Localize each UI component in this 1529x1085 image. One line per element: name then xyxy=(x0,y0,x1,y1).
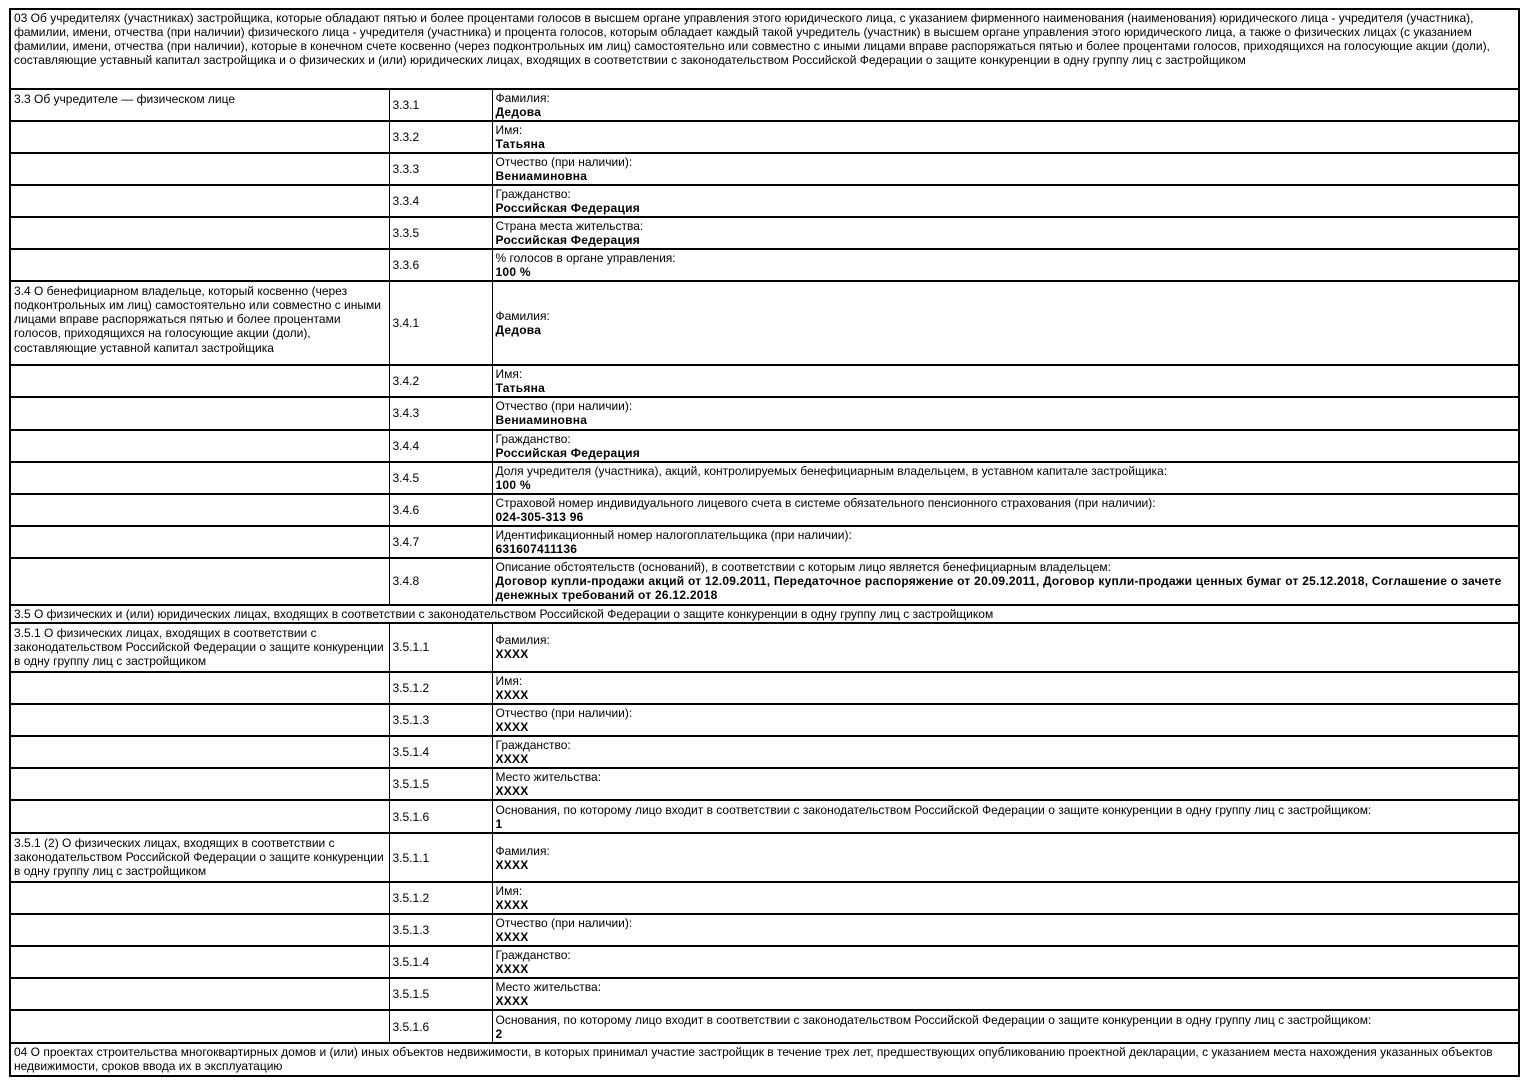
row-number-cell: 3.5.1.4 xyxy=(389,736,492,768)
field-label: Страховой номер индивидуального лицевого счета в системе обязательного пенсионного страхования (при наличии): xyxy=(495,495,1156,510)
table-row xyxy=(10,9,1519,89)
table-row xyxy=(10,768,1519,800)
section-title-cell xyxy=(10,494,389,526)
table-row xyxy=(10,704,1519,736)
row-number-cell: 3.3.3 xyxy=(389,153,492,185)
section-title-cell: 3.4 О бенефициарном владельце, который косвенно (через подконтрольных им лиц) самостоятельно или совместно с иными лицами вправе распоряжаться пятью и более процентами голосов, приходящихся на голосующие акции (доли), составляющие уставной капитал застройщика xyxy=(10,281,389,365)
section-title-cell: 3.5.1 О физических лицах, входящих в соответствии с законодательством Российской Федерации о защите конкуренции в одну группу лиц с застройщиком xyxy=(10,623,389,672)
declaration-table xyxy=(9,8,1520,1077)
field-label: Гражданство: xyxy=(495,431,571,446)
field-cell xyxy=(492,153,1519,185)
field-cell xyxy=(492,623,1519,672)
row-number-cell: 3.3.6 xyxy=(389,249,492,281)
field-value: Вениаминовна xyxy=(495,169,588,184)
row-number-cell: 3.4.5 xyxy=(389,462,492,494)
row-number-cell: 3.4.3 xyxy=(389,397,492,429)
row-number-cell: 3.4.1 xyxy=(389,281,492,365)
table-row xyxy=(10,978,1519,1010)
field-value: Договор купли-продажи акций от 12.09.2011, Передаточное распоряжение от 20.09.2011, Договор купли-продажи ценных бумаг от 25.12.2018, Соглашение о зачете денежных требований от 26.12.2018 xyxy=(495,574,1502,603)
field-value: XXXX xyxy=(495,857,529,872)
table-row xyxy=(10,121,1519,153)
section-title-cell xyxy=(10,397,389,429)
table-row xyxy=(10,217,1519,249)
row-number-cell: 3.4.4 xyxy=(389,430,492,462)
section-title-cell xyxy=(10,946,389,978)
section-title-cell xyxy=(10,462,389,494)
field-value: XXXX xyxy=(495,930,529,945)
section-04-header: 04 О проектах строительства многоквартирных домов и (или) иных объектов недвижимости, в которых принимал участие застройщик в течение трех лет, предшествующих опубликованию проектной декларации, с указанием места нахождения указанных объектов недвижимости, сроков ввода их в эксплуатацию xyxy=(10,1043,1519,1076)
field-cell xyxy=(492,768,1519,800)
section-title-cell xyxy=(10,153,389,185)
section-title-cell xyxy=(10,121,389,153)
table-row xyxy=(10,526,1519,558)
field-value: XXXX xyxy=(495,784,529,798)
field-cell xyxy=(492,397,1519,429)
field-label: Идентификационный номер налогоплательщика (при наличии): xyxy=(495,527,852,542)
field-value: Вениаминовна xyxy=(495,413,588,428)
table-row xyxy=(10,946,1519,978)
field-cell xyxy=(492,914,1519,946)
field-label: Место жительства: xyxy=(495,980,602,995)
field-label: Место жительства: xyxy=(495,769,602,784)
field-value: Российская Федерация xyxy=(495,201,640,216)
section-title-cell xyxy=(10,768,389,800)
field-label: Основания, по которому лицо входит в соответствии с законодательством Российской Федерации о защите конкуренции в одну группу лиц с застройщиком: xyxy=(495,802,1372,817)
row-number-cell: 3.5.1.6 xyxy=(389,800,492,833)
field-cell xyxy=(492,217,1519,249)
table-row xyxy=(10,558,1519,605)
field-value: XXXX xyxy=(495,687,529,702)
field-label: Страна места жительства: xyxy=(495,219,644,234)
field-label: Фамилия: xyxy=(495,309,550,324)
row-number-cell: 3.4.6 xyxy=(389,494,492,526)
table-row xyxy=(10,605,1519,623)
section-title-cell xyxy=(10,914,389,946)
section-title-cell xyxy=(10,1010,389,1043)
field-label: Основания, по которому лицо входит в соответствии с законодательством Российской Федерации о защите конкуренции в одну группу лиц с застройщиком: xyxy=(495,1012,1372,1027)
field-label: Фамилия: xyxy=(495,843,550,858)
field-cell xyxy=(492,736,1519,768)
table-row xyxy=(10,185,1519,217)
field-value: Российская Федерация xyxy=(495,445,640,460)
table-row xyxy=(10,736,1519,768)
field-value: Татьяна xyxy=(495,137,546,152)
table-row xyxy=(10,89,1519,121)
section-title-cell xyxy=(10,736,389,768)
field-value: XXXX xyxy=(495,751,529,766)
section-title-cell xyxy=(10,882,389,914)
field-value: 1 xyxy=(495,816,503,831)
table-row xyxy=(10,397,1519,429)
row-number-cell: 3.5.1.2 xyxy=(389,882,492,914)
field-cell xyxy=(492,704,1519,736)
section-title-cell xyxy=(10,978,389,1010)
row-number-cell: 3.3.4 xyxy=(389,185,492,217)
table-row xyxy=(10,430,1519,462)
field-cell xyxy=(492,281,1519,365)
field-cell xyxy=(492,1010,1519,1043)
field-label: Отчество (при наличии): xyxy=(495,916,633,931)
field-value: 100 % xyxy=(495,477,531,492)
section-35-header: 3.5 О физических и (или) юридических лицах, входящих в соответствии с законодательством Российской Федерации о защите конкуренции в одну группу лиц с застройщиком xyxy=(10,605,1519,623)
section-title-cell xyxy=(10,558,389,605)
row-number-cell: 3.5.1.1 xyxy=(389,623,492,672)
field-value: Дедова xyxy=(495,105,542,120)
row-number-cell: 3.5.1.1 xyxy=(389,833,492,882)
field-cell xyxy=(492,365,1519,397)
table-row xyxy=(10,833,1519,882)
field-label: Имя: xyxy=(495,367,523,382)
field-label: Имя: xyxy=(495,884,523,899)
field-value: Дедова xyxy=(495,323,542,338)
field-value: XXXX xyxy=(495,898,529,913)
field-value: 631607411136 xyxy=(495,541,578,556)
field-label: Имя: xyxy=(495,123,523,138)
section-title-cell xyxy=(10,800,389,833)
table-row xyxy=(10,1010,1519,1043)
row-number-cell: 3.3.2 xyxy=(389,121,492,153)
field-cell xyxy=(492,882,1519,914)
section-title-cell: 3.3 Об учредителе — физическом лице xyxy=(10,89,389,121)
section-title-cell xyxy=(10,526,389,558)
field-value: 024-305-313 96 xyxy=(495,509,584,524)
field-label: Фамилия: xyxy=(495,91,550,105)
field-label: Отчество (при наличии): xyxy=(495,705,633,720)
field-cell xyxy=(492,462,1519,494)
field-value: Татьяна xyxy=(495,381,546,396)
field-cell xyxy=(492,946,1519,978)
field-cell xyxy=(492,672,1519,704)
row-number-cell: 3.3.5 xyxy=(389,217,492,249)
field-value: XXXX xyxy=(495,962,529,977)
section-03-header: 03 Об учредителях (участниках) застройщика, которые обладают пятью и более процентами голосов в высшем органе управления этого юридического лица, с указанием фирменного наименования (наименования) юридического лица - учредителя (участника), фамилии, имени, отчества (при наличии) физического лица - учредителя (участника) и процента голосов, которым обладает каждый такой учредитель (участник) в высшем органе управления этого юридического лица, а также о физических лицах (с указанием фамилии, имени, отчества (при наличии), которые в конечном счете косвенно (через подконтрольных им лиц) самостоятельно или совместно с иными лицами вправе распоряжаться пятью и более процентами голосов, приходящихся на голосующие акции (доли), составляющие уставный капитал застройщика и о физических и (или) юридических лицах, входящих в соответствии с законодательством Российской Федерации о защите конкуренции в одну группу лиц с застройщиком xyxy=(10,9,1519,89)
field-label: Отчество (при наличии): xyxy=(495,155,633,170)
field-cell xyxy=(492,526,1519,558)
table-row xyxy=(10,800,1519,833)
field-label: Гражданство: xyxy=(495,187,571,202)
field-label: Гражданство: xyxy=(495,737,571,752)
field-label: Имя: xyxy=(495,673,523,688)
row-number-cell: 3.5.1.2 xyxy=(389,672,492,704)
row-number-cell: 3.5.1.5 xyxy=(389,768,492,800)
table-row xyxy=(10,462,1519,494)
field-label: Гражданство: xyxy=(495,948,571,963)
section-title-cell xyxy=(10,249,389,281)
field-label: Отчество (при наличии): xyxy=(495,399,633,414)
table-row xyxy=(10,249,1519,281)
field-value: Российская Федерация xyxy=(495,233,640,248)
field-cell xyxy=(492,800,1519,833)
table-row xyxy=(10,1043,1519,1076)
section-title-cell xyxy=(10,672,389,704)
table-row xyxy=(10,153,1519,185)
field-label: % голосов в органе управления: xyxy=(495,251,676,266)
table-row xyxy=(10,623,1519,672)
row-number-cell: 3.5.1.4 xyxy=(389,946,492,978)
field-value: XXXX xyxy=(495,647,529,662)
table-row xyxy=(10,494,1519,526)
field-value: 100 % xyxy=(495,265,531,280)
section-title-cell xyxy=(10,365,389,397)
field-value: XXXX xyxy=(495,719,529,734)
row-number-cell: 3.5.1.3 xyxy=(389,914,492,946)
field-label: Доля учредителя (участника), акций, контролируемых бенефициарным владельцем, в уставном капитале застройщика: xyxy=(495,463,1168,478)
field-cell xyxy=(492,833,1519,882)
table-row xyxy=(10,365,1519,397)
row-number-cell: 3.4.2 xyxy=(389,365,492,397)
row-number-cell: 3.5.1.6 xyxy=(389,1010,492,1043)
row-number-cell: 3.5.1.5 xyxy=(389,978,492,1010)
field-label: Фамилия: xyxy=(495,633,550,648)
section-title-cell xyxy=(10,217,389,249)
field-value: 2 xyxy=(495,1026,503,1041)
section-title-cell: 3.5.1 (2) О физических лицах, входящих в соответствии с законодательством Российской Федерации о защите конкуренции в одну группу лиц с застройщиком xyxy=(10,833,389,882)
field-cell xyxy=(492,89,1519,121)
field-cell xyxy=(492,494,1519,526)
section-title-cell xyxy=(10,185,389,217)
table-row xyxy=(10,672,1519,704)
section-title-cell xyxy=(10,430,389,462)
row-number-cell: 3.3.1 xyxy=(389,89,492,121)
row-number-cell: 3.5.1.3 xyxy=(389,704,492,736)
field-cell xyxy=(492,430,1519,462)
field-cell xyxy=(492,978,1519,1010)
field-cell xyxy=(492,121,1519,153)
field-value: XXXX xyxy=(495,994,529,1009)
section-title-cell xyxy=(10,704,389,736)
row-number-cell: 3.4.7 xyxy=(389,526,492,558)
field-cell xyxy=(492,558,1519,605)
row-number-cell: 3.4.8 xyxy=(389,558,492,605)
field-label: Описание обстоятельств (оснований), в соответствии с которым лицо является бенефициарным владельцем: xyxy=(495,560,1111,575)
field-cell xyxy=(492,185,1519,217)
table-row xyxy=(10,882,1519,914)
table-row xyxy=(10,914,1519,946)
table-row xyxy=(10,281,1519,365)
field-cell xyxy=(492,249,1519,281)
